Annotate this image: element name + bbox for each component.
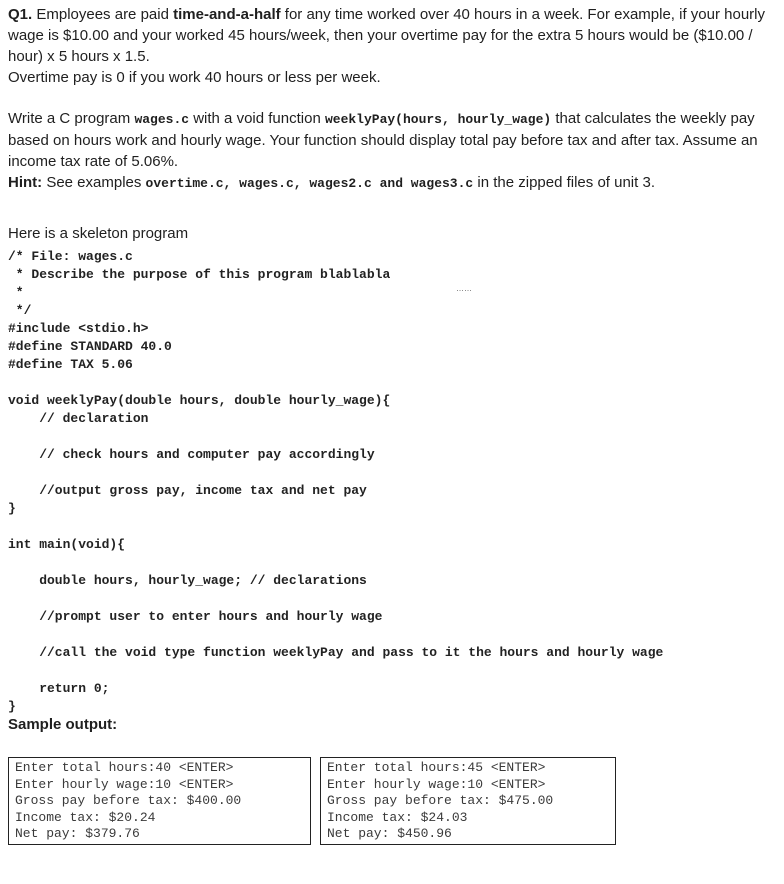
intro-run-2: time-and-a-half — [173, 6, 281, 23]
hint — [8, 172, 778, 194]
code-line — [8, 464, 778, 482]
ellipsis-dots: …… — [456, 284, 472, 293]
overtime-note: Overtime pay is 0 if you work 40 hours or less per week. — [8, 69, 381, 86]
sample-output-line: Income tax: $20.24 — [15, 809, 156, 825]
skeleton-intro: Here is a skeleton program — [8, 225, 189, 242]
code-line — [8, 662, 778, 680]
sample-output-line: Enter hourly wage:10 <ENTER> — [327, 776, 546, 792]
intro-run-0: Q1. — [8, 6, 33, 23]
code-line — [8, 626, 778, 644]
code-line: */ — [8, 303, 32, 318]
code-line: //call the void type function weeklyPay and pass to it the hours and hourly wage — [8, 645, 664, 660]
task-description — [8, 108, 778, 172]
sample-output-line: Net pay: $450.96 — [327, 826, 452, 842]
hint-label: Hint: — [8, 174, 43, 191]
sample-output-box-2 — [320, 757, 616, 845]
code-line: } — [8, 501, 16, 516]
code-line — [8, 374, 778, 392]
sample-heading: Sample output: — [8, 716, 118, 733]
intro-run-1: Employees are paid — [32, 6, 174, 23]
sample-output-box-1 — [8, 757, 311, 845]
code-identifier: weeklyPay(hours, hourly_wage) — [324, 112, 552, 127]
code-line: //output gross pay, income tax and net pay — [8, 483, 367, 498]
code-line: #define TAX 5.06 — [8, 357, 133, 372]
task-text: that calculates the weekly pay based on hours work and hourly wage. Your function should display total pay before tax and after tax. Assume an income tax rate of 5.06%. — [8, 110, 758, 170]
code-line: #include <stdio.h> — [8, 321, 149, 336]
code-line — [8, 428, 778, 446]
intro-run-3: for any time worked over 40 hours in a week. For example, if your hourly wage is $10.00 and your worked 45 hours/week, then your overtime pay for the extra 5 hours would be ($10.00 / hour) x 5 hours x 1.5. — [8, 6, 766, 65]
hint-files: overtime.c, wages.c, wages2.c and wages3.c — [145, 176, 474, 191]
sample-output-line: Net pay: $379.76 — [15, 826, 140, 842]
code-line: return 0; — [8, 681, 110, 696]
sample-output-line: Income tax: $24.03 — [327, 809, 468, 825]
code-line: } — [8, 699, 16, 714]
code-line: // check hours and computer pay accordingly — [8, 447, 375, 462]
sample-output-line: Gross pay before tax: $475.00 — [327, 793, 554, 809]
sample-output-line: Gross pay before tax: $400.00 — [15, 793, 242, 809]
sample-output-line: Enter total hours:40 <ENTER> — [15, 760, 234, 775]
hint-text: See examples — [42, 174, 146, 191]
code-line: int main(void){ — [8, 537, 126, 552]
code-line: // declaration — [8, 411, 149, 426]
hint-tail: in the zipped files of unit 3. — [473, 174, 655, 191]
code-line — [8, 518, 778, 536]
code-line — [8, 554, 778, 572]
code-line: * Describe the purpose of this program blablabla — [8, 267, 391, 282]
sample-output — [8, 757, 616, 849]
code-line: double hours, hourly_wage; // declarations — [8, 573, 367, 588]
code-line: void weeklyPay(double hours, double hourly_wage){ — [8, 393, 391, 408]
code-line: #define STANDARD 40.0 — [8, 339, 172, 354]
code-line: * — [8, 285, 24, 300]
question-intro — [8, 4, 778, 67]
task-text: with a void function — [189, 110, 325, 127]
code-line — [8, 590, 778, 608]
sample-output-line: Enter hourly wage:10 <ENTER> — [15, 776, 234, 792]
code-line: //prompt user to enter hours and hourly wage — [8, 609, 383, 624]
code-line: /* File: wages.c — [8, 249, 133, 264]
sample-output-line: Enter total hours:45 <ENTER> — [327, 760, 546, 775]
task-text: Write a C program — [8, 110, 135, 127]
skeleton-code — [8, 248, 778, 716]
code-identifier: wages.c — [134, 112, 190, 127]
assignment-page — [8, 4, 778, 735]
